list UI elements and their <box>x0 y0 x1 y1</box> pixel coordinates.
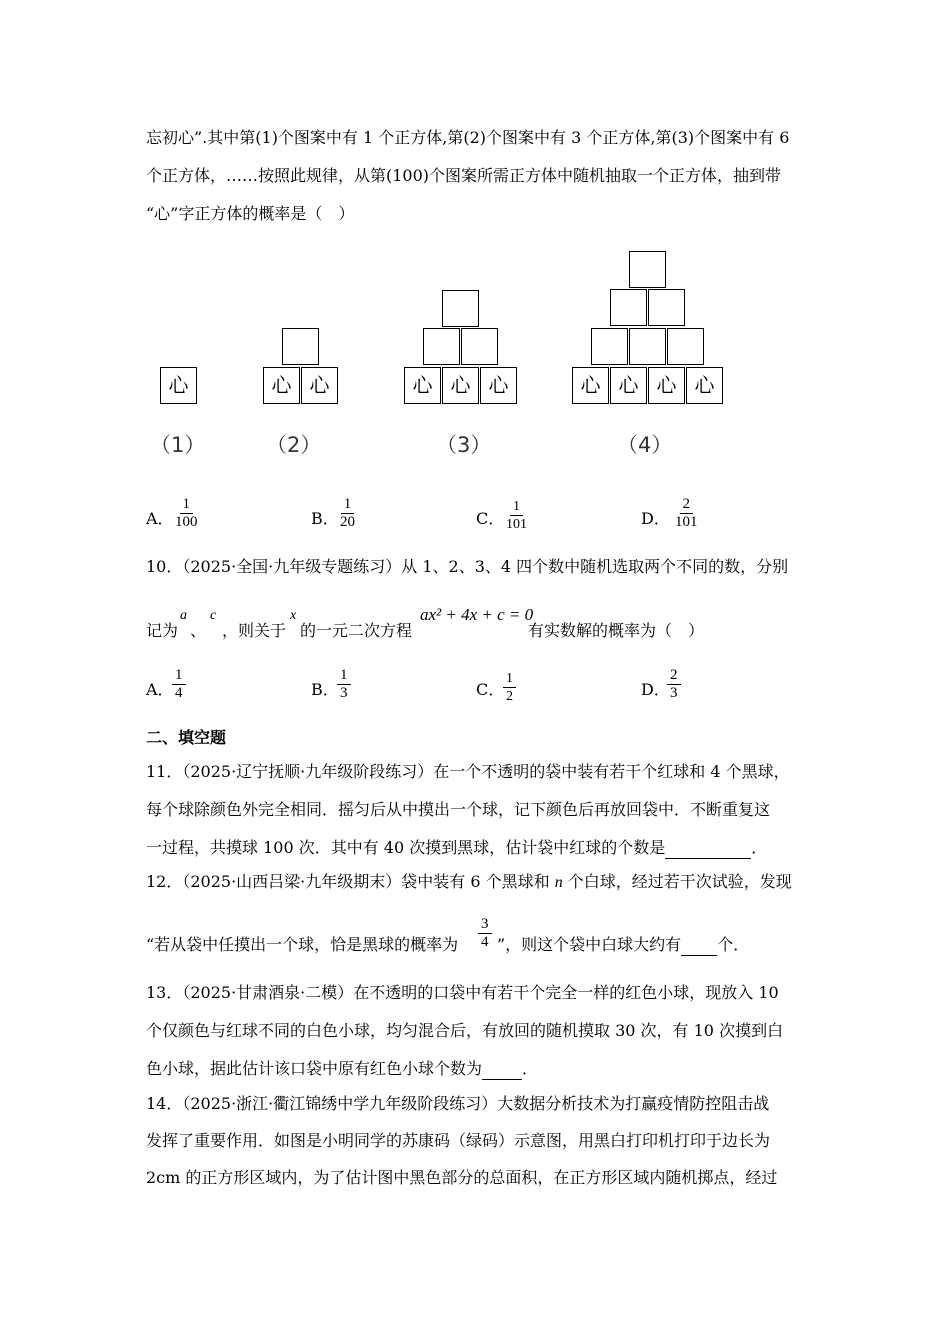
q14-line-2: 发挥了重要作用．如图是小明同学的苏康码（绿码）示意图，用黑白打印机打印于边长为 <box>146 1131 771 1150</box>
q10-text-d: 有实数解的概率为（ ） <box>528 621 705 640</box>
q10-option-d-fraction: $\frac{2}{3}$ <box>667 667 681 702</box>
q11-line-1: 11．（2025·辽宁抚顺·九年级阶段练习）在一个不透明的袋中装有若干个红球和 4 个黑球， <box>146 762 790 781</box>
q9-option-d-letter: D． <box>641 509 670 528</box>
q9-line-2: 个正方体，……按照此规律，从第(100)个图案所需正方体中随机抽取一个正方体，抽到带 <box>146 166 782 185</box>
q10-text-a: 记为 <box>146 621 179 640</box>
quadratic-equation: ax² + 4x + c = 0 <box>420 605 534 624</box>
var-a: a <box>180 608 187 623</box>
xin-cube: 心 <box>488 373 509 397</box>
xin-cube: 心 <box>694 373 715 397</box>
q10-sep: 、 <box>190 621 207 640</box>
q9-option-b-letter: B． <box>311 509 339 528</box>
q10-line-1: 10．（2025·全国·九年级专题练习）从 1、2、3、4 四个数中随机选取两个不同的数，分别 <box>146 557 789 576</box>
q12-line-1: 12．（2025·山西吕梁·九年级期末）袋中装有 6 个黑球和 n 个白球，经过若干次试验，发现 <box>146 872 792 891</box>
figure-label-3: （3） <box>436 433 492 457</box>
figure-label-4: （4） <box>617 433 673 457</box>
q9-option-c-fraction: $\frac{1}{101}$ <box>506 499 527 532</box>
q9-option-a-fraction: $\frac{1}{100}$ <box>175 496 198 530</box>
answer-blank[interactable] <box>681 935 717 956</box>
xin-cube: 心 <box>271 373 292 397</box>
q9-line-3: “心”字正方体的概率是（ ） <box>146 204 355 223</box>
figure-label-2: （2） <box>266 433 322 457</box>
q10-option-b-fraction: $\frac{1}{3}$ <box>337 667 351 702</box>
var-x: x <box>290 608 297 623</box>
xin-cube: 心 <box>168 373 189 397</box>
q12-fraction: $\frac{3}{4}$ <box>478 916 492 951</box>
xin-cube: 心 <box>412 373 433 397</box>
q14-line-1: 14．（2025·浙江·衢江锦绣中学九年级阶段练习）大数据分析技术为打赢疫情防控阻击战 <box>146 1094 770 1113</box>
q12-line-2a: “若从袋中任摸出一个球，恰是黑球的概率为 <box>146 935 459 954</box>
q9-line-1: 忘初心”.其中第(1)个图案中有 1 个正方体,第(2)个图案中有 3 个正方体,第(3)个图案中有 6 <box>146 128 790 147</box>
q11-line-3: 一过程，共摸球 100 次．其中有 40 次摸到黑球，估计袋中红球的个数是 ． <box>146 838 768 857</box>
xin-cube: 心 <box>450 373 471 397</box>
q9-option-b-fraction: $\frac{1}{20}$ <box>340 496 355 530</box>
answer-blank[interactable] <box>665 838 751 859</box>
q10-option-d-letter: D． <box>641 680 670 699</box>
var-n: n <box>554 874 563 891</box>
answer-blank[interactable] <box>482 1059 522 1080</box>
xin-cube: 心 <box>580 373 601 397</box>
q11-line-2: 每个球除颜色外完全相同．摇匀后从中摸出一个球，记下颜色后再放回袋中．不断重复这 <box>146 800 771 819</box>
q13-line-3: 色小球，据此估计该口袋中原有红色小球个数为 ． <box>146 1059 539 1078</box>
xin-cube: 心 <box>656 373 677 397</box>
q9-option-c-letter: C． <box>476 509 505 528</box>
section-heading: 二、填空题 <box>146 728 227 747</box>
q10-option-c-fraction: $\frac{1}{2}$ <box>503 670 516 705</box>
q10-option-c-letter: C． <box>476 680 505 699</box>
q14-line-3: 2cm 的正方形区域内，为了估计图中黑色部分的总面积，在正方形区域内随机掷点，经过 <box>146 1168 778 1187</box>
figure-label-1: （1） <box>150 433 206 457</box>
q12-line-2b: ”，则这个袋中白球大约有 个． <box>497 935 750 954</box>
q10-text-c: 的一元二次方程 <box>300 621 413 640</box>
q9-option-d-fraction: $\frac{2}{101}$ <box>675 496 698 530</box>
q10-option-a-letter: A． <box>146 680 174 699</box>
var-c: c <box>210 608 217 623</box>
q9-option-a-letter: A． <box>146 509 174 528</box>
q10-option-b-letter: B． <box>311 680 339 699</box>
q13-line-2: 个仅颜色与红球不同的白色小球，均匀混合后，有放回的随机摸取 30 次，有 10 次摸到白 <box>146 1021 784 1040</box>
q10-option-a-fraction: $\frac{1}{4}$ <box>172 667 186 702</box>
q10-text-b: ，则关于 <box>222 621 287 640</box>
q13-line-1: 13．（2025·甘肃酒泉·二模）在不透明的口袋中有若干个完全一样的红色小球，现放入 10 <box>146 983 779 1002</box>
xin-cube: 心 <box>618 373 639 397</box>
xin-cube: 心 <box>309 373 330 397</box>
